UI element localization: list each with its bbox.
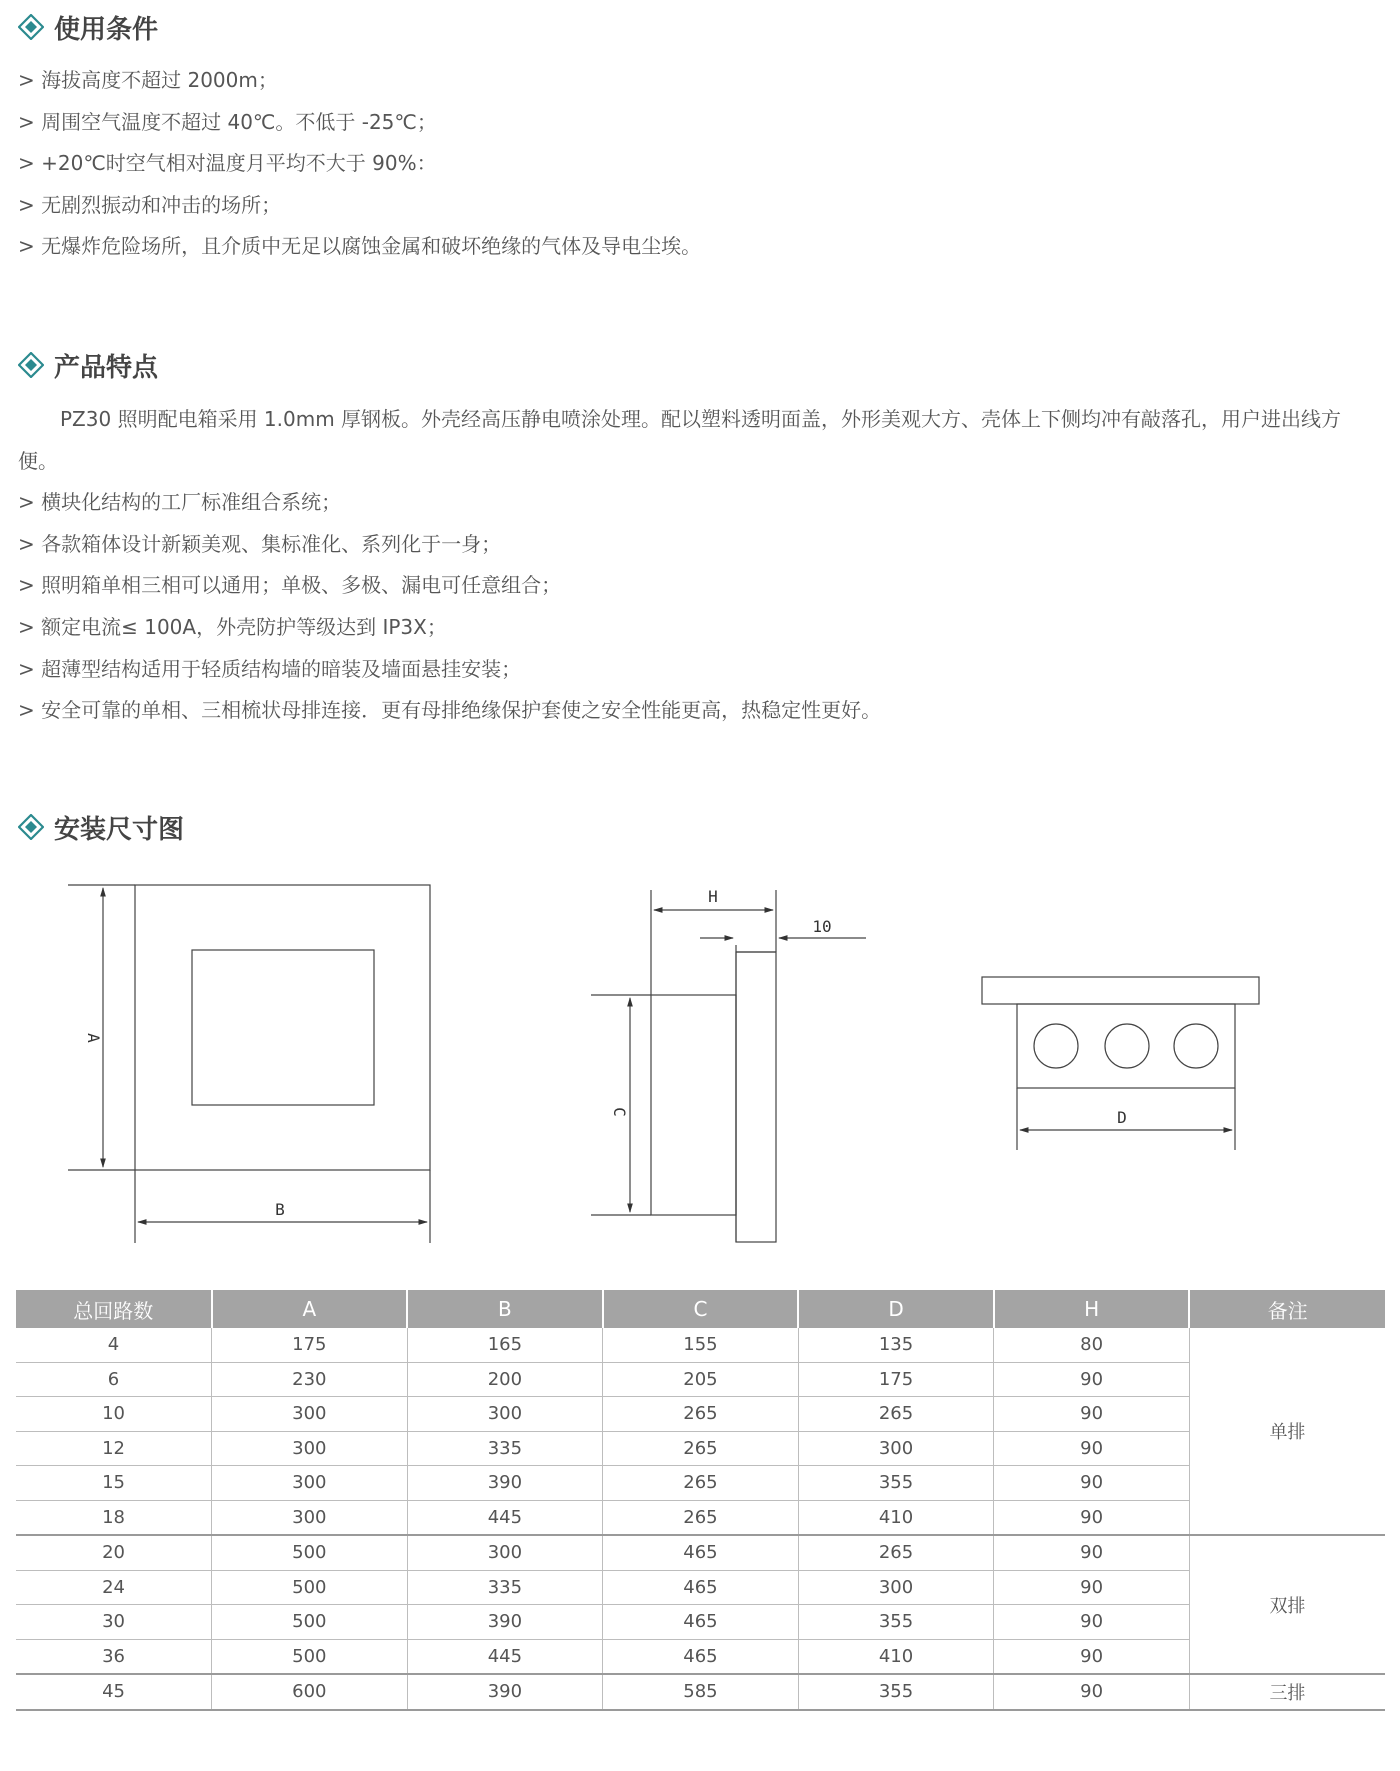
cell: 265 [603, 1500, 799, 1535]
cell: 90 [994, 1570, 1190, 1605]
list-item: > 海拔高度不超过 2000m； [18, 68, 278, 92]
header-note: 备注 [1189, 1290, 1385, 1328]
list-item: > 照明箱单相三相可以通用；单极、多极、漏电可任意组合； [18, 573, 562, 598]
cell: 300 [212, 1431, 408, 1466]
cell: 300 [407, 1397, 603, 1432]
header-b: B [407, 1290, 603, 1328]
note-cell: 单排 [1189, 1328, 1385, 1535]
cell: 4 [16, 1328, 212, 1362]
cell: 300 [407, 1535, 603, 1570]
cell: 265 [603, 1466, 799, 1501]
cell: 90 [994, 1674, 1190, 1710]
cell: 465 [603, 1639, 799, 1674]
cell: 300 [212, 1500, 408, 1535]
list-item: > 安全可靠的单相、三相梳状母排连接．更有母排绝缘保护套使之安全性能更高，热稳定性更好。 [18, 698, 882, 723]
table-row [16, 1570, 1385, 1605]
cell: 90 [994, 1397, 1190, 1432]
cell: 500 [212, 1639, 408, 1674]
features-intro: PZ30 照明配电箱采用 1.0mm 厚钢板。外壳经高压静电喷涂处理。配以塑料透明面盖，外形美观大方、壳体上下侧均冲有敲落孔，用户进出线方便。 [18, 407, 1342, 473]
cell: 205 [603, 1362, 799, 1397]
dim-label-a: A [84, 1033, 103, 1043]
list-item: > 周围空气温度不超过 40℃。不低于 -25℃； [18, 109, 437, 134]
table-row [16, 1535, 1385, 1570]
install-dimension-diagram [0, 870, 1400, 1250]
cell: 90 [994, 1362, 1190, 1397]
dim-label-b: B [275, 1200, 285, 1219]
cell: 36 [16, 1639, 212, 1674]
cell: 90 [994, 1535, 1190, 1570]
section-title-install [18, 810, 184, 844]
cell: 265 [798, 1535, 994, 1570]
list-item: > +20℃时空气相对温度月平均不大于 90%： [18, 151, 437, 176]
cell: 10 [16, 1397, 212, 1432]
spec-table [16, 1290, 1385, 1711]
list-item: > 横块化结构的工厂标准组合系统； [18, 490, 342, 515]
cell: 335 [407, 1570, 603, 1605]
cell: 90 [994, 1639, 1190, 1674]
cell: 300 [798, 1431, 994, 1466]
table-row [16, 1500, 1385, 1535]
header-c: C [603, 1290, 799, 1328]
cell: 500 [212, 1605, 408, 1640]
cell: 135 [798, 1328, 994, 1362]
note-cell: 双排 [1189, 1535, 1385, 1674]
cell: 390 [407, 1605, 603, 1640]
section-title-text: 使用条件 [54, 14, 159, 45]
cell: 30 [16, 1605, 212, 1640]
dim-label-d: D [1117, 1108, 1127, 1127]
cell: 355 [798, 1605, 994, 1640]
cell: 230 [212, 1362, 408, 1397]
cell: 445 [407, 1639, 603, 1674]
cell: 165 [407, 1328, 603, 1362]
cell: 265 [798, 1397, 994, 1432]
cell: 90 [994, 1605, 1190, 1640]
table-row [16, 1328, 1385, 1362]
cell: 355 [798, 1674, 994, 1710]
cell: 175 [212, 1328, 408, 1362]
cell: 45 [16, 1674, 212, 1710]
features-block [18, 399, 1348, 732]
list-item: > 各款箱体设计新颖美观、集标准化、系列化于一身； [18, 531, 502, 556]
table-row [16, 1674, 1385, 1710]
cell: 175 [798, 1362, 994, 1397]
cell: 20 [16, 1535, 212, 1570]
section-title-text: 安装尺寸图 [54, 814, 185, 845]
cell: 300 [212, 1397, 408, 1432]
header-d: D [798, 1290, 994, 1328]
cell: 90 [994, 1500, 1190, 1535]
dim-label-h: H [708, 887, 718, 906]
cell: 300 [798, 1570, 994, 1605]
cell: 265 [603, 1431, 799, 1466]
list-item: > 额定电流≤ 100A，外壳防护等级达到 IP3X； [18, 614, 447, 639]
cell: 445 [407, 1500, 603, 1535]
section-title-text: 产品特点 [54, 352, 159, 383]
cell: 500 [212, 1535, 408, 1570]
cell: 300 [212, 1466, 408, 1501]
cell: 18 [16, 1500, 212, 1535]
cell: 335 [407, 1431, 603, 1466]
header-h: H [994, 1290, 1190, 1328]
cell: 390 [407, 1466, 603, 1501]
cell: 585 [603, 1674, 799, 1710]
table-row [16, 1605, 1385, 1640]
cell: 410 [798, 1500, 994, 1535]
cell: 465 [603, 1605, 799, 1640]
dim-label-ten: 10 [812, 917, 832, 936]
cell: 500 [212, 1570, 408, 1605]
cell: 410 [798, 1639, 994, 1674]
list-item: > 超薄型结构适用于轻质结构墙的暗装及墙面悬挂安装； [18, 656, 522, 681]
list-item: > 无爆炸危险场所，且介质中无足以腐蚀金属和破坏绝缘的气体及导电尘埃。 [18, 234, 702, 259]
cell: 465 [603, 1570, 799, 1605]
cell: 465 [603, 1535, 799, 1570]
cell: 15 [16, 1466, 212, 1501]
section-title-conditions [18, 10, 158, 44]
table-row [16, 1397, 1385, 1432]
cell: 600 [212, 1674, 408, 1710]
dim-label-c: C [610, 1107, 629, 1117]
cell: 6 [16, 1362, 212, 1397]
table-row [16, 1639, 1385, 1674]
cell: 390 [407, 1674, 603, 1710]
header-a: A [212, 1290, 408, 1328]
cell: 155 [603, 1328, 799, 1362]
cell: 265 [603, 1397, 799, 1432]
conditions-list [18, 60, 1358, 268]
cell: 12 [16, 1431, 212, 1466]
cell: 80 [994, 1328, 1190, 1362]
diamond-icon [18, 352, 44, 378]
cell: 90 [994, 1431, 1190, 1466]
note-cell: 三排 [1189, 1674, 1385, 1710]
diamond-icon [18, 14, 44, 40]
header-total-circuits: 总回路数 [16, 1290, 212, 1328]
cell: 24 [16, 1570, 212, 1605]
cell: 200 [407, 1362, 603, 1397]
cell: 355 [798, 1466, 994, 1501]
table-row [16, 1466, 1385, 1501]
list-item: > 无剧烈振动和冲击的场所； [18, 192, 282, 217]
cell: 90 [994, 1466, 1190, 1501]
diamond-icon [18, 814, 44, 840]
front-view [68, 885, 430, 1243]
table-row [16, 1362, 1385, 1397]
table-row [16, 1431, 1385, 1466]
side-view [591, 890, 866, 1242]
section-title-features [18, 348, 158, 382]
table-header-row [16, 1290, 1385, 1328]
